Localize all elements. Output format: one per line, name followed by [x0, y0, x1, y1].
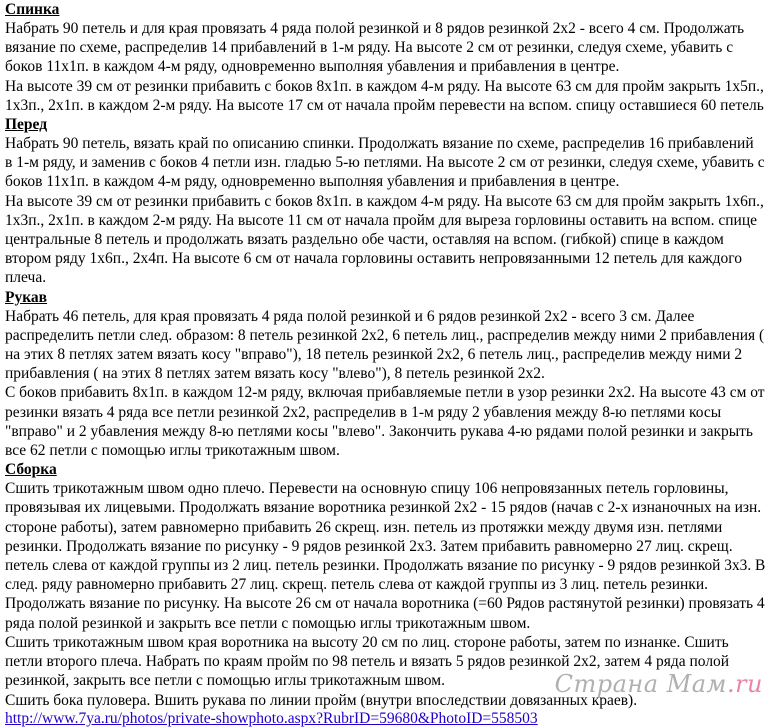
text-line: вязание по схеме, распределив 14 прибавлений в 1-м ряду. На высоте 2 см от резинки, следуя схеме, убавить с	[5, 39, 734, 57]
section-heading: Спинка	[5, 1, 60, 18]
text-line: резинки. Продолжать вязание по рисунку - 9 рядов резинкой 2х3. Затем прибавить равномерно 27 лиц. скрещ.	[5, 537, 733, 555]
text-line: боков 11х1п. в каждом 4-м ряду, одновременно выполняя убавления и прибавления в центре.	[5, 58, 620, 76]
text-line: На высоте 39 см от резинки прибавить с боков 8х1п. в каждом 4-м ряду. На высоте 63 см для пройм закрыть 1х6п.,	[5, 192, 764, 210]
watermark-logo	[555, 670, 763, 698]
text-line: в 1-м ряду, и заменив с боков 4 петли изн. гладью 5-ю петлями. На высоте 2 см от резинки, следуя схеме, убавить с	[5, 154, 765, 172]
text-line: центральные 8 петель и продолжать вязать раздельно обе части, оставляя на вспом. (гибкой) спице в каждом	[5, 231, 724, 249]
text-line: резинки вязать 4 ряда все петли резинкой 2х2, распределив в 1-м ряду 2 убавления между 8-ю петлями косы	[5, 403, 722, 421]
section-heading: Перед	[5, 116, 48, 134]
text-line: Сшить трикотажным швом одно плечо. Перевести на основную спицу 106 непровязанных петель горловины,	[5, 480, 729, 498]
text-line: С боков прибавить 8х1п. в каждом 12-м ряду, включая прибавляемые петли в узор резинки 2х2. На высоте 43 см от	[5, 384, 765, 402]
text-line: Набрать 90 петель, вязать край по описанию спинки. Продолжать вязание по схеме, распределив 16 прибавлений	[5, 135, 754, 153]
text-line: провязывая их лицевыми. Продолжать вязание воротника резинкой 2х2 - 15 рядов (начав с 2-х изнаночных на изн.	[5, 499, 762, 517]
text-line: Набрать 90 петель и для края провязать 4 ряда полой резинкой и 8 рядов резинкой 2х2 - всего 4 см. Продолжать	[5, 20, 745, 37]
text-line: петли второго плеча. Набрать по краям пройм по 98 петель и вязать 5 рядов резинкой 2х2, затем 4 ряда полой	[5, 653, 730, 671]
section-heading: Рукав	[5, 288, 48, 306]
text-line: боков 11х1п. в каждом 4-м ряду, одновременно выполняя убавления и прибавления в центре.	[5, 173, 620, 191]
text-line: Сшить бока пуловера. Вшить рукава по линии пройм (внутри впоследствии довязанных краев).	[5, 691, 638, 709]
watermark-text: Страна Мам	[554, 670, 727, 698]
text-line: распределить петли след. образом: 8 петель резинкой 2х2, 6 петель лиц., распределив между ними 2 прибавления (	[5, 326, 765, 344]
text-line: Сшить трикотажным швом края воротника на высоту 20 см по лиц. стороне работы, затем по изнанке. Сшить	[5, 633, 729, 651]
text-line: резинкой, закрыть все петли с помощью иглы трикотажным швом.	[5, 672, 445, 690]
text-line: На высоте 39 см от резинки прибавить с боков 8х1п. в каждом 4-м ряду. На высоте 63 см для пройм закрыть 1х5п.,	[5, 77, 764, 95]
text-line: 1х3п., 2х1п. в каждом 2-м ряду. На высоте 17 см от начала пройм перевести на вспом. спицу оставшиеся 60 петель	[5, 96, 764, 114]
text-line: плеча.	[5, 269, 47, 287]
text-line: все 62 петли с помощью иглы трикотажным швом.	[5, 442, 340, 460]
text-line: на этих 8 петлях затем вязать косу "вправо"), 18 петель резинкой 2х2, 6 петель лиц., распределив между ними 2	[5, 346, 743, 364]
sections-container	[5, 0, 765, 710]
text-line: 1х3п., 2х1п. в каждом 2-м ряду. На высоте 11 см от начала пройм для выреза горловины оставить на вспом. спице	[5, 211, 757, 229]
text-line: след. ряду равномерно прибавить 27 лиц. скрещ. петель слева от каждой группы из 3 лиц. петель резинки.	[5, 576, 709, 594]
text-line: петель слева от каждой группы из 2 лиц. петель резинки. Продолжать вязание по рисунку - 9 рядов резинкой 3х3. В	[5, 557, 766, 575]
section-heading: Сборка	[5, 461, 57, 479]
text-line: втором ряду 1х6п., 2х4п. На высоте 6 см от начала горловины оставить непровязанными 12 петель для каждого	[5, 250, 742, 268]
text-line: "вправо" и 2 убавления между 8-ю петлями косы "влево". Закончить рукава 4-ю рядами полой резинки и закрыть	[5, 422, 753, 440]
source-link[interactable]: http://www.7ya.ru/photos/private-showphoto.aspx?RubrID=59680&PhotoID=558503	[5, 709, 538, 727]
text-line: ряда полой резинкой и закрыть все петли с помощью иглы трикотажным швом.	[5, 614, 531, 632]
text-line: стороне работы), затем равномерно прибавить 26 скрещ. изн. петель из протяжки между двумя изн. петлями	[5, 518, 723, 536]
text-line: прибавления ( на этих 8 петлях затем вязать косу "влево"), 8 петель резинкой 2х2.	[5, 365, 545, 383]
text-line: Набрать 46 петель, для края провязать 4 ряда полой резинкой и 6 рядов резинкой 2х2 - всего 3 см. Далее	[5, 307, 695, 325]
text-line: Продолжать вязание по рисунку. На высоте 26 см от начала воротника (=60 Рядов растянутой резинки) провязать 4	[5, 595, 765, 613]
watermark-suffix: .ru	[726, 670, 763, 698]
